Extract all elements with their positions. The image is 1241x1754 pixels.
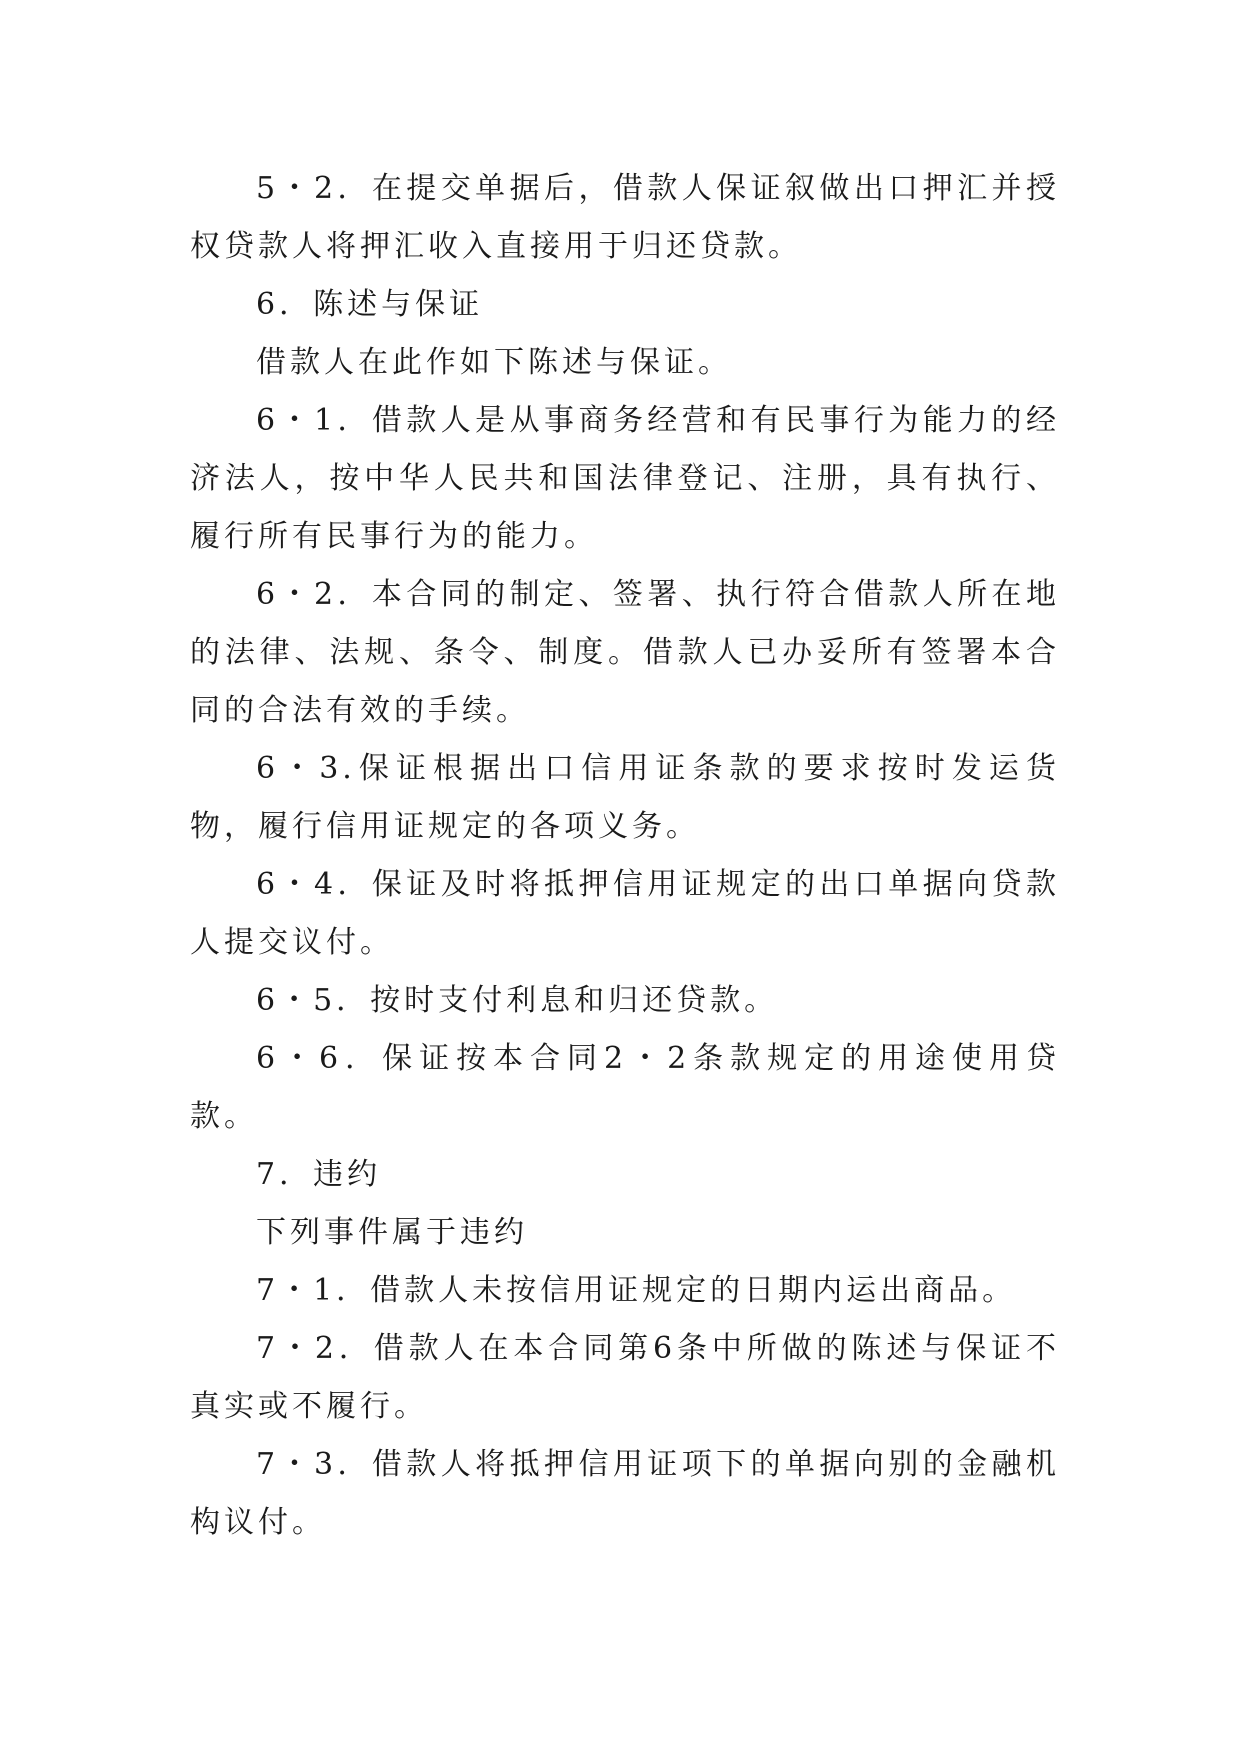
section-7-heading: 7．违约 bbox=[256, 1157, 382, 1192]
clause-7-3: 7・3．借款人将抵押信用证项下的单据向别的金融机构议付。 bbox=[190, 1447, 1060, 1540]
clause-6-6: 6・6．保证按本合同2・2条款规定的用途使用贷款。 bbox=[190, 1041, 1060, 1134]
clause-7-2: 7・2．借款人在本合同第6条中所做的陈述与保证不真实或不履行。 bbox=[190, 1331, 1060, 1424]
clause-6-2: 6・2．本合同的制定、签署、执行符合借款人所在地的法律、法规、条令、制度。借款人已办妥所有签署本合同的合法有效的手续。 bbox=[190, 577, 1060, 728]
document-body bbox=[190, 160, 1060, 1552]
section-7-intro: 下列事件属于违约 bbox=[256, 1215, 528, 1250]
clause-6-5: 6・5．按时支付利息和归还贷款。 bbox=[256, 983, 779, 1018]
clause-6-1: 6・1．借款人是从事商务经营和有民事行为能力的经济法人，按中华人民共和国法律登记、注册，具有执行、履行所有民事行为的能力。 bbox=[190, 403, 1060, 554]
clause-5-2: 5・2．在提交单据后，借款人保证叙做出口押汇并授权贷款人将押汇收入直接用于归还贷款。 bbox=[190, 171, 1060, 264]
clause-7-1: 7・1．借款人未按信用证规定的日期内运出商品。 bbox=[256, 1273, 1017, 1308]
section-6-heading: 6．陈述与保证 bbox=[256, 287, 484, 322]
clause-6-3: 6・3.保证根据出口信用证条款的要求按时发运货物，履行信用证规定的各项义务。 bbox=[190, 751, 1060, 844]
clause-6-4: 6・4．保证及时将抵押信用证规定的出口单据向贷款人提交议付。 bbox=[190, 867, 1060, 960]
section-6-intro: 借款人在此作如下陈述与保证。 bbox=[256, 345, 732, 380]
